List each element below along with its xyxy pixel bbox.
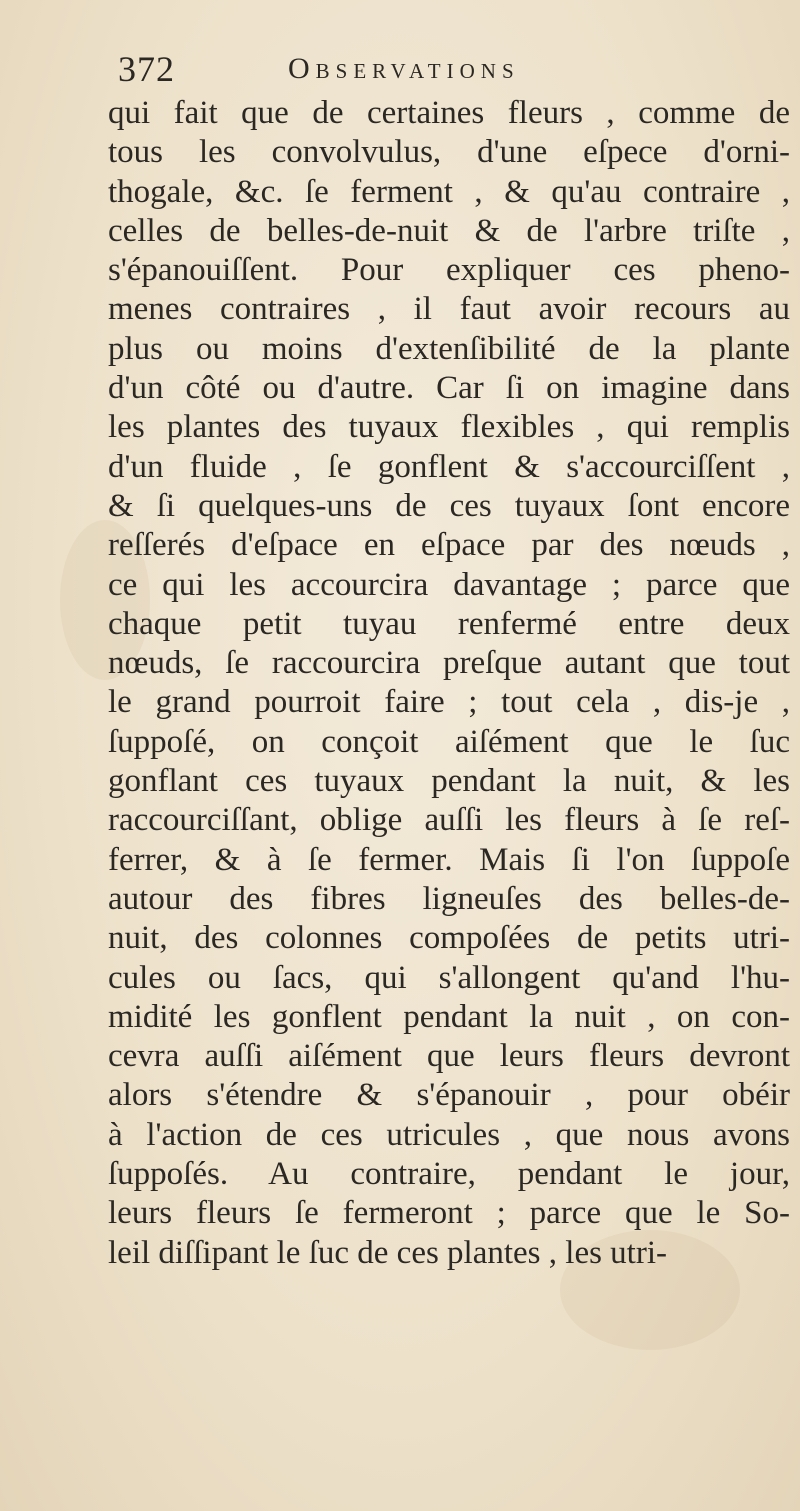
text-line: ce qui les accourcira davantage ; parce que	[108, 566, 790, 603]
text-line: leurs fleurs ſe fermeront ; parce que le So-	[108, 1195, 790, 1232]
text-line: plus ou moins d'extenſibilité de la plante	[108, 330, 790, 367]
text-line: chaque petit tuyau renfermé entre deux	[108, 605, 790, 642]
text-line: d'un fluide , ſe gonflent & s'accourciſſent ,	[108, 448, 790, 485]
body-text	[108, 94, 790, 1273]
text-line: le grand pourroit faire ; tout cela , dis-je ,	[108, 684, 790, 721]
text-line: alors s'étendre & s'épanouir , pour obéir	[108, 1077, 790, 1114]
text-line: nuit, des colonnes compoſées de petits utri-	[108, 920, 790, 957]
text-line: cevra auſſi aiſément que leurs fleurs devront	[108, 1038, 790, 1075]
text-line: gonflant ces tuyaux pendant la nuit, & les	[108, 763, 790, 800]
text-line: autour des fibres ligneuſes des belles-de-	[108, 880, 790, 917]
page-header	[118, 48, 678, 98]
text-line: ſuppoſé, on conçoit aiſément que le ſuc	[108, 723, 790, 760]
text-line: à l'action de ces utricules , que nous avons	[108, 1116, 790, 1153]
text-line: s'épanouiſſent. Pour expliquer ces pheno-	[108, 252, 790, 289]
text-line: menes contraires , il faut avoir recours au	[108, 291, 790, 328]
text-line: midité les gonflent pendant la nuit , on con-	[108, 998, 790, 1035]
text-line: cules ou ſacs, qui s'allongent qu'and l'hu-	[108, 959, 790, 996]
text-line: ferrer, & à ſe fermer. Mais ſi l'on ſuppoſe	[108, 841, 790, 878]
text-line: thogale, &c. ſe ferment , & qu'au contraire ,	[108, 173, 790, 210]
text-line: leil diſſipant le ſuc de ces plantes , les utri-	[108, 1234, 668, 1271]
text-line: celles de belles-de-nuit & de l'arbre triſte ,	[108, 212, 790, 249]
text-line: les plantes des tuyaux flexibles , qui remplis	[108, 409, 790, 446]
page-number: 372	[118, 49, 175, 89]
text-line: raccourciſſant, oblige auſſi les fleurs à ſe reſ-	[108, 802, 790, 839]
running-title: Observations	[288, 52, 520, 85]
text-line: tous les convolvulus, d'une eſpece d'orni-	[108, 134, 790, 171]
text-line: d'un côté ou d'autre. Car ſi on imagine dans	[108, 370, 790, 407]
text-line: ſuppoſés. Au contraire, pendant le jour,	[108, 1156, 790, 1193]
text-line: & ſi quelques-uns de ces tuyaux ſont encore	[108, 487, 790, 524]
text-line: reſſerés d'eſpace en eſpace par des nœuds ,	[108, 527, 790, 564]
text-line: nœuds, ſe raccourcira preſque autant que tout	[108, 645, 790, 682]
text-line: qui fait que de certaines fleurs , comme de	[108, 95, 790, 131]
